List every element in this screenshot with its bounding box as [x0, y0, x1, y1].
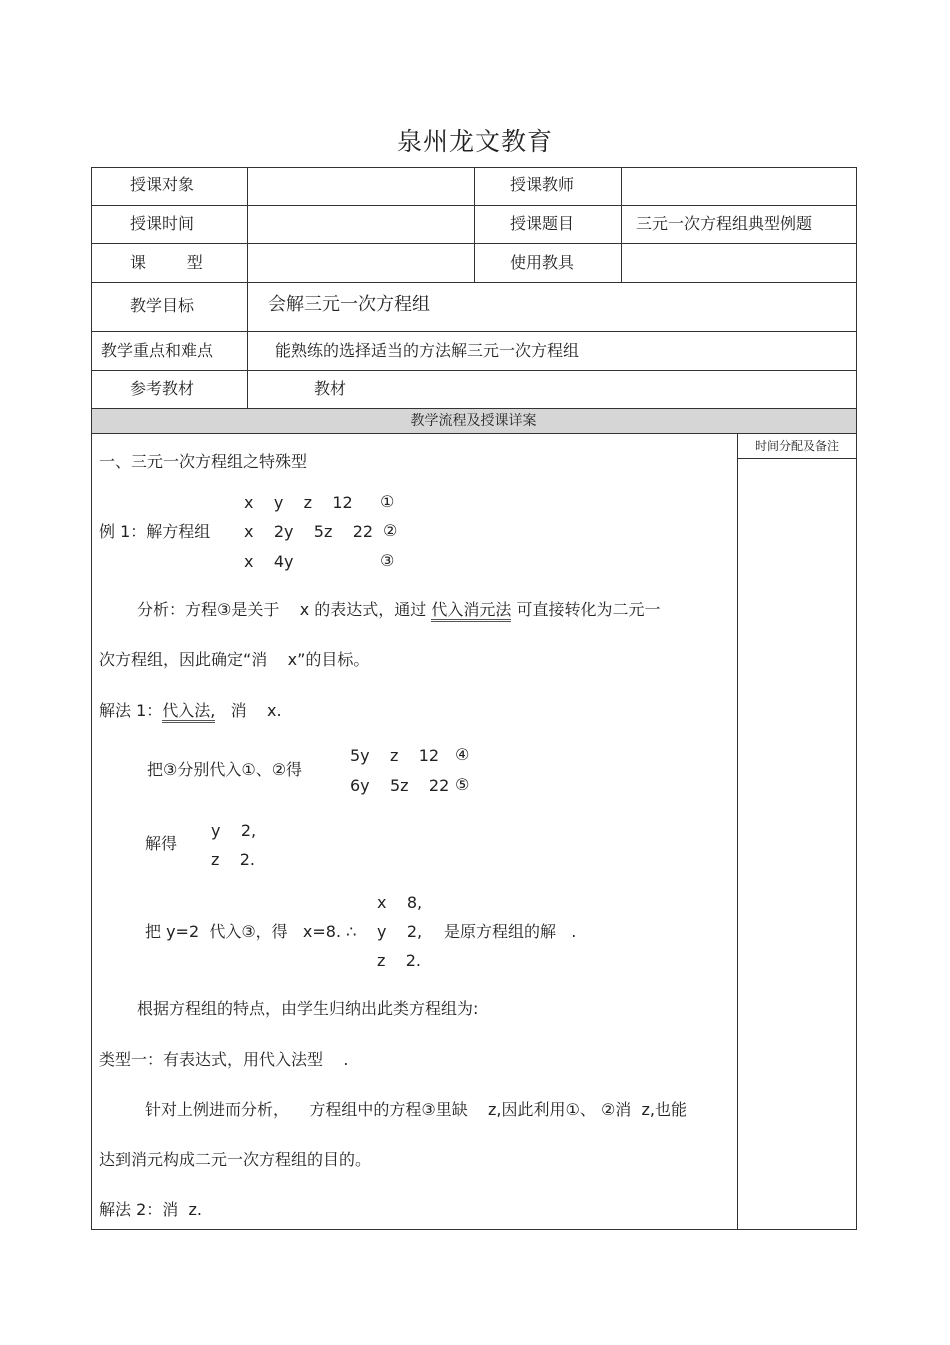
table-line — [247, 167, 248, 409]
table-line — [474, 167, 475, 244]
focus-label: 教学重点和难点 — [101, 341, 214, 360]
eq4-number: ④ — [455, 745, 470, 764]
result-y: y 2, — [211, 821, 257, 840]
analysis-line2: 次方程组，因此确定“消 x”的目标。 — [99, 650, 370, 669]
back-substitution-tail: 是原方程组的解 . — [444, 922, 577, 941]
topic-label: 授课题目 — [510, 214, 575, 233]
page-title: 泉州龙文教育 — [396, 127, 553, 156]
solution1-heading — [99, 701, 282, 721]
solution1-prefix: 解法 1： — [99, 701, 163, 720]
summary-text: 根据方程组的特点，由学生归纳出此类方程组为: — [137, 999, 479, 1018]
final-x: x 8, — [377, 893, 423, 912]
flow-header: 教学流程及授课详案 — [410, 413, 537, 429]
teacher-label: 授课教师 — [510, 175, 575, 194]
example1-label: 例 1：解方程组 — [99, 522, 211, 541]
analysis-line1 — [137, 600, 660, 620]
solve-label: 解得 — [145, 834, 178, 853]
audience-label: 授课对象 — [130, 175, 195, 194]
table-line — [91, 167, 92, 1230]
section1-heading: 一、三元一次方程组之特殊型 — [99, 452, 308, 471]
substitute-text: 把③分别代入①、②得 — [147, 760, 303, 779]
table-line — [856, 167, 857, 1230]
final-y: y 2, — [377, 922, 423, 941]
eq1-number: ① — [380, 492, 395, 511]
further-analysis-line2: 达到消元构成二元一次方程组的目的。 — [99, 1150, 372, 1169]
ref-label: 参考教材 — [130, 379, 195, 398]
time-label: 授课时间 — [130, 214, 195, 233]
substitution-term: 代入法, — [162, 701, 215, 723]
final-z: z 2. — [377, 951, 422, 970]
goal-value: 会解三元一次方程组 — [268, 294, 430, 315]
side-header: 时间分配及备注 — [754, 439, 839, 453]
equation-1: x y z 12 — [244, 493, 353, 512]
eq5-number: ⑤ — [455, 775, 470, 794]
equation-5: 6y 5z 22 — [350, 776, 450, 795]
table-line — [621, 167, 622, 283]
back-substitution-text: 把 y=2 代入③，得 x=8. ∴ — [145, 922, 357, 941]
eq2-number: ② — [383, 521, 398, 540]
equation-2: x 2y 5z 22 — [244, 522, 374, 541]
table-line — [91, 1229, 857, 1230]
table-line — [91, 331, 857, 332]
analysis-text-b: 可直接转化为二元一 — [511, 600, 661, 619]
table-line — [91, 370, 857, 371]
tools-label: 使用教具 — [510, 253, 575, 272]
type-label: 课 型 — [130, 253, 203, 272]
equation-3: x 4y — [244, 552, 294, 571]
table-line — [91, 408, 857, 409]
solution1-suffix: 消 x. — [215, 701, 282, 720]
table-line — [474, 243, 475, 283]
table-line — [91, 433, 857, 434]
result-z: z 2. — [211, 850, 256, 869]
substitution-method-term: 代入消元法 — [431, 600, 511, 622]
table-line — [737, 433, 738, 1230]
eq3-number: ③ — [380, 551, 395, 570]
equation-4: 5y z 12 — [350, 746, 440, 765]
type1-text: 类型一：有表达式，用代入法型 . — [99, 1050, 349, 1069]
ref-value: 教材 — [314, 379, 347, 398]
goal-label: 教学目标 — [130, 296, 195, 315]
focus-value: 能熟练的选择适当的方法解三元一次方程组 — [275, 341, 580, 360]
further-analysis-line1: 针对上例进而分析， 方程组中的方程③里缺 z,因此利用①、 ②消 z,也能 — [145, 1100, 687, 1119]
solution2-heading: 解法 2：消 z. — [99, 1200, 202, 1219]
analysis-text-a: 分析：方程③是关于 x 的表达式，通过 — [137, 600, 432, 619]
topic-value: 三元一次方程组典型例题 — [636, 214, 813, 233]
table-line — [737, 458, 857, 459]
